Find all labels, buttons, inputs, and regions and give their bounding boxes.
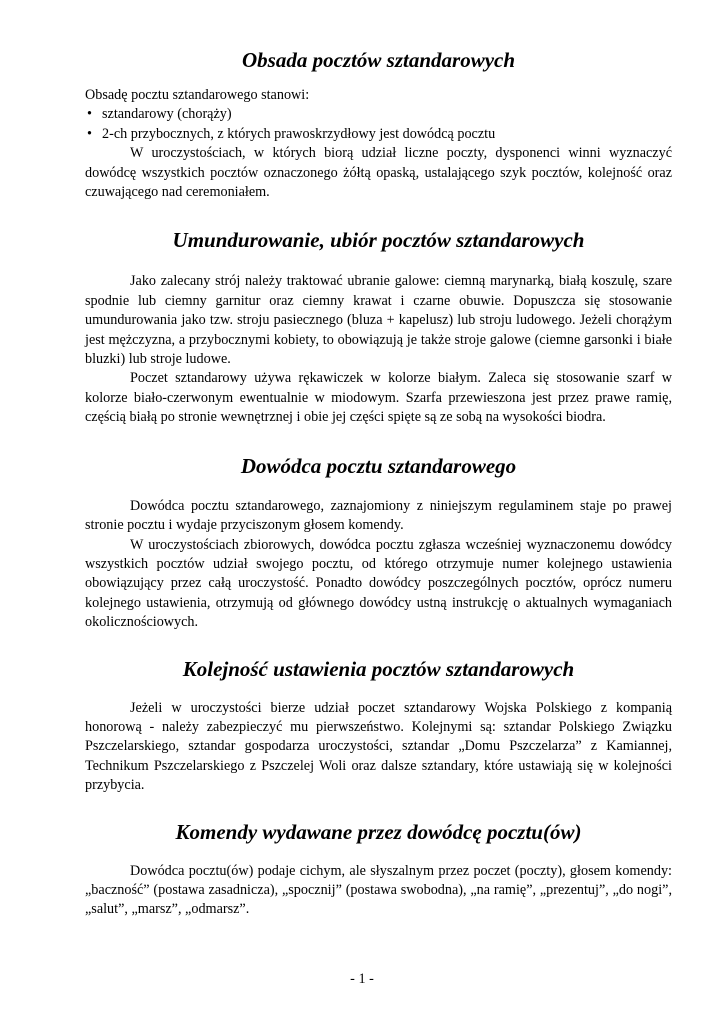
paragraph: Dowódca pocztu(ów) podaje cichym, ale słyszalnym przez poczet (poczty), głosem komendy: „baczność” (postawa zasadnicza), „spocznij” (postawa swobodna), „na ramię”, „prezentuj”, „do nogi”, „salut”, „marsz”, „odmarsz”. [85, 862, 672, 918]
list-item [85, 125, 672, 144]
section-kolejnosc [85, 655, 672, 796]
paragraph: Poczet sztandarowy używa rękawiczek w kolorze białym. Zaleca się stosowanie szarf w kolorze biało-czerwonym ewentualnie w miodowym. Szarfa przewieszona jest przez prawe ramię, częścią białą po stronie wewnętrznej i obie jej części spięte są ze sobą na wysokości biodra. [85, 370, 672, 426]
section-title: Dowódca pocztu sztandarowego [240, 453, 517, 478]
bullet-list [85, 105, 672, 144]
paragraph: Jako zalecany strój należy traktować ubranie galowe: ciemną marynarką, białą koszulę, szare spodnie lub ciemny garnitur oraz ciemny krawat i czarne obuwie. Dopuszcza się stosowanie umundurowania jako tzw. stroju pasiecznego (bluza + kapelusz) lub stroju ludowego. Jeżeli chorążym jest mężczyzna, a przybocznymi kobiety, to obowiązują je także stroje galowe (ciemne garsonki i białe bluzki) lub stroje ludowe. [85, 273, 672, 368]
bullet-icon: • [87, 125, 92, 142]
list-item [85, 105, 672, 124]
section-title: Komendy wydawane przez dowódcę pocztu(ów) [175, 819, 582, 844]
bullet-icon: • [87, 106, 92, 123]
section-obsada [85, 46, 672, 202]
paragraph: W uroczystościach, w których biorą udział liczne poczty, dysponenci winni wyznaczyć dowódcę wszystkich pocztów oznaczonego żółtą opaską, ustalającego szyk pocztów, kolejność oraz czuwającego nad ceremoniałem. [85, 145, 672, 201]
section-umundurowanie [85, 226, 672, 427]
list-item-text: 2-ch przybocznych, z których prawoskrzydłowy jest dowódcą pocztu [102, 125, 496, 142]
section-dowodca [85, 452, 672, 633]
paragraph: Dowódca pocztu sztandarowego, zaznajomiony z niniejszym regulaminem staje po prawej stronie pocztu i wydaje przyciszonym głosem komendy. [85, 497, 672, 534]
list-item-text: sztandarowy (chorąży) [102, 106, 232, 123]
section-title: Obsada pocztów sztandarowych [241, 48, 516, 72]
paragraph: Jeżeli w uroczystości bierze udział poczet sztandarowy Wojska Polskiego z kompanią honorową - należy zabezpieczyć mu pierwszeństwo. Kolejnymi są: sztandar Polskiego Związku Pszczelarskiego, sztandar gospodarza uroczystości, sztandar „Domu Pszczelarza” z Kamiannej, Technikum Pszczelarskiego z Pszczelej Woli oraz dalsze sztandary, które ustawiają się w kolejności przybycia. [85, 699, 672, 794]
intro-text: Obsadę pocztu sztandarowego stanowi: [85, 87, 310, 103]
section-title: Kolejność ustawienia pocztów sztandarowych [182, 656, 575, 681]
paragraph: W uroczystościach zbiorowych, dowódca pocztu zgłasza wcześniej wyznaczonemu dowódcy wszystkich pocztów udział swojego pocztu, od którego otrzymuje numer kolejnego ustawienia obowiązujący przez całą uroczystość. Ponadto dowódcy poszczególnych pocztów, oprócz numeru kolejnego ustawienia, otrzymują od głównego dowódcy ustną instrukcję o aktualnych wymaganiach okolicznościowych. [85, 536, 672, 631]
section-komendy [85, 818, 672, 920]
section-title: Umundurowanie, ubiór pocztów sztandarowych [172, 228, 585, 253]
page-number: - 1 - [350, 971, 374, 987]
